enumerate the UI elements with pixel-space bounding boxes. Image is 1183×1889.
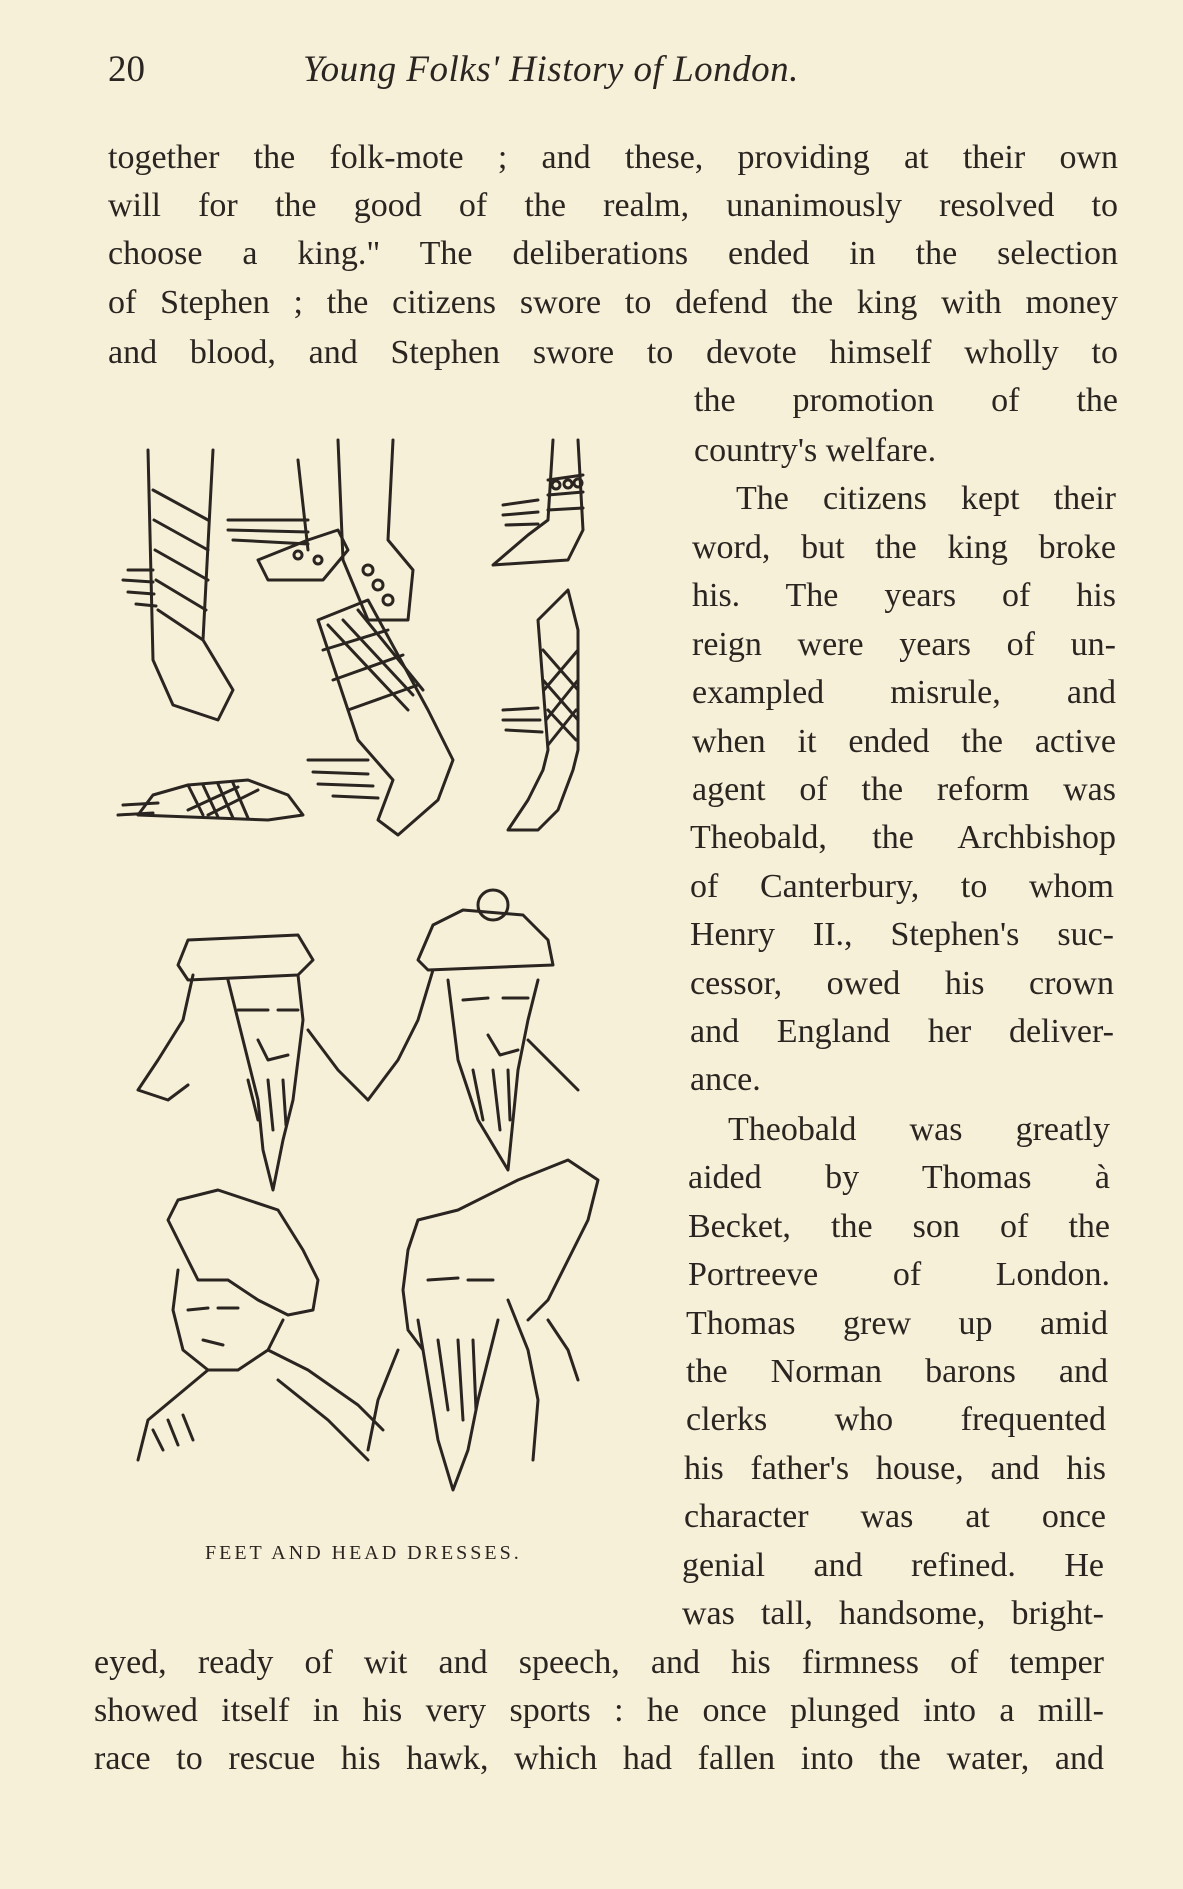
body-line: genial and refined. He (682, 1547, 1104, 1584)
body-line: reign were years of un- (692, 626, 1116, 663)
feet-and-head-dresses-illustration (108, 420, 673, 1520)
body-line: together the folk-mote ; and these, providing at their own (108, 139, 1118, 176)
body-line: showed itself in his very sports : he once plunged into a mill- (94, 1692, 1104, 1729)
figure-caption: FEET AND HEAD DRESSES. (205, 1542, 522, 1564)
body-line: ance. (690, 1061, 761, 1098)
short-boot-figure (493, 440, 583, 565)
body-line: the promotion of the (694, 382, 1118, 419)
body-line: when it ended the active (692, 723, 1116, 760)
body-line: Theobald was greatly (728, 1111, 1110, 1148)
body-line: country's welfare. (694, 432, 937, 469)
body-line: of Canterbury, to whom (690, 868, 1114, 905)
body-line: word, but the king broke (692, 529, 1116, 566)
round-capped-head-figure (368, 890, 578, 1170)
body-line: Thomas grew up amid (686, 1305, 1108, 1342)
body-line: eyed, ready of wit and speech, and his firmness of temper (94, 1644, 1104, 1681)
body-line: clerks who frequented (686, 1401, 1106, 1438)
body-line: race to rescue his hawk, which had fallen into the water, and (94, 1740, 1104, 1777)
body-line: the Norman barons and (686, 1353, 1108, 1390)
tall-hooded-bearded-figure (368, 1160, 598, 1490)
body-line: his. The years of his (692, 577, 1116, 614)
dotted-shoe-figure (228, 440, 413, 620)
body-line: his father's house, and his (684, 1450, 1106, 1487)
body-line: agent of the reform was (692, 771, 1116, 808)
body-line: Portreeve of London. (688, 1256, 1110, 1293)
hooded-youth-figure (138, 1190, 383, 1460)
banded-boot-figure (118, 450, 303, 820)
running-title: Young Folks' History of London. (303, 49, 799, 90)
body-line: exampled misrule, and (692, 674, 1116, 711)
crosshatched-leg-figure (308, 600, 453, 835)
body-line: Theobald, the Archbishop (690, 819, 1116, 856)
body-line: and England her deliver- (690, 1013, 1114, 1050)
body-line: and blood, and Stephen swore to devote himself wholly to (108, 334, 1118, 371)
body-line: aided by Thomas à (688, 1159, 1110, 1196)
body-line: cessor, owed his crown (690, 965, 1114, 1002)
body-line: will for the good of the realm, unanimously resolved to (108, 187, 1118, 224)
body-line: The citizens kept their (736, 480, 1116, 517)
body-line: of Stephen ; the citizens swore to defend the king with money (108, 284, 1118, 321)
page-header (108, 48, 1118, 98)
capped-bearded-head-figure (138, 935, 368, 1190)
body-line: character was at once (684, 1498, 1106, 1535)
body-line: Becket, the son of the (688, 1208, 1110, 1245)
body-line: choose a king." The deliberations ended in the selection (108, 235, 1118, 272)
tall-boot-figure (503, 590, 578, 830)
body-line: Henry II., Stephen's suc- (690, 916, 1114, 953)
page-number: 20 (108, 49, 145, 90)
body-line: was tall, handsome, bright- (682, 1595, 1104, 1632)
